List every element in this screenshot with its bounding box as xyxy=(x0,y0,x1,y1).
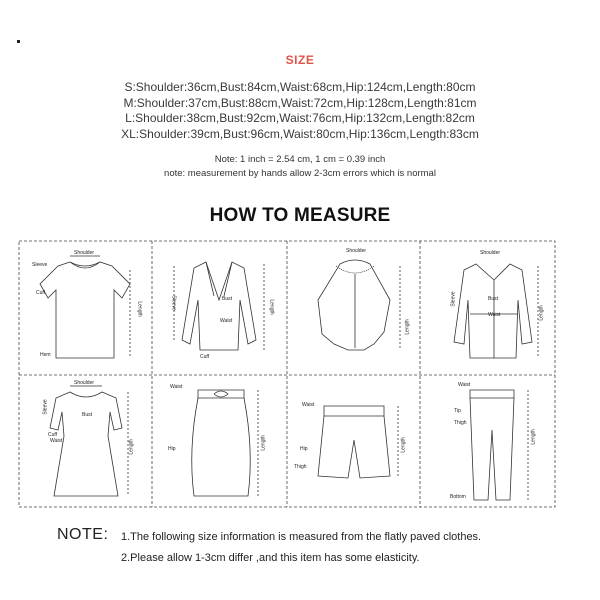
dress-cuff-label: Cuff xyxy=(48,432,58,438)
blazer-waist-label: Waist xyxy=(220,318,233,324)
size-table xyxy=(0,80,600,142)
tshirt-shoulder-label: Shoulder xyxy=(74,250,95,256)
pants-thigh-label: Thigh xyxy=(454,420,467,426)
cape-length-label: Length xyxy=(404,319,411,335)
shorts-waist-label: Waist xyxy=(302,402,315,408)
pants-length-label: Length xyxy=(530,429,537,445)
shorts-length-label: Length xyxy=(400,437,407,453)
coat-waist-label: Waist xyxy=(488,312,501,318)
blazer-cuff-label: Cuff xyxy=(200,354,210,360)
pants-icon xyxy=(470,390,528,500)
note-label: NOTE: xyxy=(57,526,109,543)
dress-waist-label: Waist xyxy=(50,438,63,444)
blazer-sleeve-label: Sleeve xyxy=(170,295,177,311)
shorts-hip-label: Hip xyxy=(300,446,308,452)
coat-length-label: Length xyxy=(538,305,545,321)
blazer-bust-label: Bust xyxy=(222,296,233,302)
pants-tip-label: Tip xyxy=(454,408,461,414)
shorts-thigh-label: Thigh xyxy=(294,464,307,470)
grid-lines xyxy=(18,240,556,508)
pants-bottom-label: Bottom xyxy=(450,494,466,500)
coat-sleeve-label: Sleeve xyxy=(450,291,457,307)
tshirt-icon xyxy=(40,256,130,358)
size-row-s: S:Shoulder:36cm,Bust:84cm,Waist:68cm,Hip:124cm,Length:80cm xyxy=(124,80,476,94)
blazer-length-label: Length xyxy=(268,299,275,315)
measure-grid xyxy=(18,240,556,508)
error-note: note: measurement by hands allow 2-3cm errors which is normal xyxy=(164,168,436,179)
cape-icon xyxy=(318,260,400,350)
tshirt-cuff-label: Cuff xyxy=(36,290,46,296)
size-row-xl: XL:Shoulder:39cm,Bust:96cm,Waist:80cm,Hip:136cm,Length:83cm xyxy=(121,126,479,141)
dress-bust-label: Bust xyxy=(82,412,93,418)
tshirt-length-label: Length xyxy=(136,301,143,317)
pants-waist-label: Waist xyxy=(458,382,471,388)
dress-shoulder-label: Shoulder xyxy=(74,380,95,386)
size-row-l: L:Shoulder:38cm,Bust:92cm,Waist:76cm,Hip:132cm,Length:82cm xyxy=(125,111,475,125)
note-line-1: 1.The following size information is measured from the flatly paved clothes. xyxy=(121,531,482,543)
tshirt-sleeve-label: Sleeve xyxy=(32,262,48,268)
coat-icon xyxy=(454,264,538,358)
size-notes xyxy=(0,153,600,181)
blazer-icon xyxy=(174,262,264,350)
cape-shoulder-label: Shoulder xyxy=(346,248,367,254)
coat-bust-label: Bust xyxy=(488,296,499,302)
note-line-2: 2.Please allow 1-3cm differ ,and this item has some elasticity. xyxy=(121,552,420,564)
how-to-measure-title: HOW TO MEASURE xyxy=(209,205,391,226)
tshirt-hem-label: Hem xyxy=(40,352,51,358)
stray-dot xyxy=(17,40,20,43)
size-title: SIZE xyxy=(285,53,315,67)
skirt-waist-label: Waist xyxy=(170,384,183,390)
dress-sleeve-label: Sleeve xyxy=(42,399,49,415)
skirt-icon xyxy=(192,390,258,496)
conversion-note: Note: 1 inch = 2.54 cm, 1 cm = 0.39 inch xyxy=(214,154,386,165)
size-row-m: M:Shoulder:37cm,Bust:88cm,Waist:72cm,Hip:128cm,Length:81cm xyxy=(123,95,477,110)
skirt-length-label: Length xyxy=(260,435,267,451)
coat-shoulder-label: Shoulder xyxy=(480,250,501,256)
dress-length-label: Length xyxy=(128,439,135,455)
skirt-hip-label: Hip xyxy=(168,446,176,452)
shorts-icon xyxy=(318,406,398,478)
